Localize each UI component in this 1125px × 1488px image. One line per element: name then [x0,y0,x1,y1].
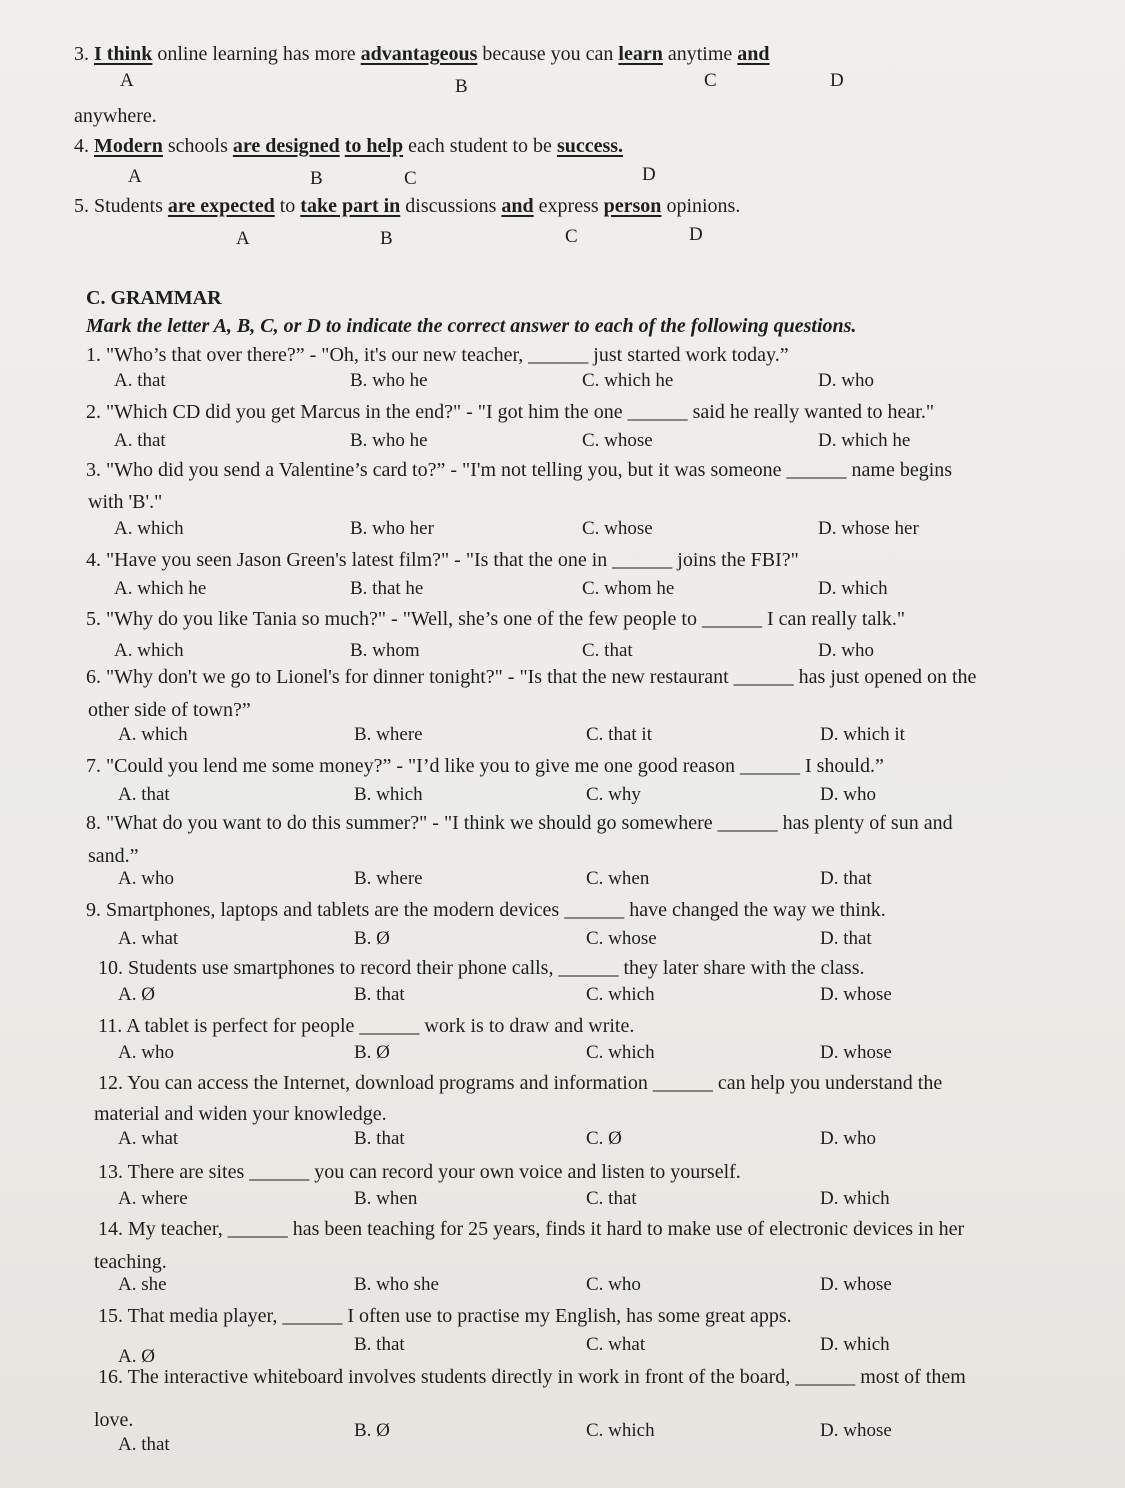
underlined-part-d: success. [556,135,624,157]
answer-option-a: A. that [118,1434,170,1455]
underlined-part-b: are designed [232,135,340,157]
label-a: A [120,70,134,91]
label-b: B [310,168,323,189]
underlined-part-b: take part in [300,195,401,217]
question-text: anytime [662,43,738,65]
answer-option-d: D. who [818,640,874,661]
answer-option-b: B. Ø [354,1420,390,1441]
answer-option-d: D. which he [818,430,911,451]
question-text: each student to be [403,135,557,157]
answer-option-b: B. when [354,1188,418,1209]
answer-option-a: A. she [118,1274,167,1295]
answer-option-b: B. where [354,868,423,889]
answer-option-c: C. which [586,1042,655,1063]
answer-option-c: C. whose [582,430,653,451]
answer-option-d: D. which it [820,724,905,745]
answer-option-c: C. who [586,1274,641,1295]
question-text: because you can [477,43,619,65]
answer-option-c: C. which [586,1420,655,1441]
answer-option-c: C. Ø [586,1128,622,1149]
question-number: 3. [74,43,89,65]
answer-option-b: B. where [354,724,423,745]
grammar-question: 7. "Could you lend me some money?” - "I’d like you to give me one good reason ______ I should.” [86,755,884,777]
answer-option-c: C. why [586,784,641,805]
answer-option-c: C. whom he [582,578,675,599]
error-question-4 [74,134,623,158]
underlined-part-c: and [501,195,534,217]
answer-option-a: A. that [114,370,166,391]
question-continuation: with 'B'." [88,491,163,513]
answer-option-b: B. who she [354,1274,439,1295]
grammar-question: 11. A tablet is perfect for people ______ work is to draw and write. [98,1015,635,1037]
answer-option-a: A. what [118,928,179,949]
grammar-question: 13. There are sites ______ you can record your own voice and listen to yourself. [98,1161,741,1183]
grammar-question: 16. The interactive whiteboard involves students directly in work in front of the board, ______ most of them [98,1366,966,1388]
underlined-part-d: person [603,195,662,217]
error-question-3 [74,42,770,66]
answer-option-b: B. that [354,984,405,1005]
grammar-question: 3. "Who did you send a Valentine’s card to?” - "I'm not telling you, but it was someone ______ name begins [86,459,953,481]
label-a: A [236,228,250,249]
grammar-question: 8. "What do you want to do this summer?" - "I think we should go somewhere ______ has plenty of sun and [86,812,953,834]
question-text: online learning has more [152,43,361,65]
answer-option-a: A. that [114,430,166,451]
answer-option-d: D. whose her [818,518,919,539]
answer-option-a: A. which [118,724,188,745]
answer-option-c: C. which [586,984,655,1005]
underlined-part-a: I think [94,43,153,65]
section-heading: C. GRAMMAR [86,287,222,309]
label-c: C [704,70,717,91]
error-question-5 [74,194,740,218]
underlined-part-a: are expected [167,195,275,217]
underlined-part-c: to help [344,135,404,157]
label-d: D [642,164,656,185]
grammar-question: 12. You can access the Internet, download programs and information ______ can help you understand the [98,1072,943,1094]
grammar-question: 10. Students use smartphones to record their phone calls, ______ they later share with the class. [98,957,865,979]
answer-option-c: C. that [586,1188,637,1209]
answer-option-a: A. which he [114,578,207,599]
question-continuation: other side of town?” [88,699,251,721]
answer-option-a: A. Ø [118,984,155,1005]
question-text: schools [162,135,233,157]
answer-option-a: A. which [114,640,184,661]
underlined-part-b: advantageous [360,43,478,65]
answer-option-c: C. that [582,640,633,661]
answer-option-b: B. that [354,1334,405,1355]
question-continuation: anywhere. [74,105,157,127]
label-b: B [380,228,393,249]
answer-option-c: C. that it [586,724,652,745]
question-text: express [533,195,604,217]
question-continuation: love. [94,1409,134,1431]
label-c: C [565,226,578,247]
answer-option-c: C. which he [582,370,674,391]
answer-option-c: C. whose [586,928,657,949]
answer-option-c: C. what [586,1334,646,1355]
answer-option-a: A. that [118,784,170,805]
answer-option-d: D. whose [820,1420,892,1441]
answer-option-b: B. who her [350,518,434,539]
question-number: 5. [74,195,89,217]
question-text: to [274,195,301,217]
grammar-question: 14. My teacher, ______ has been teaching for 25 years, finds it hard to make use of electronic devices in her [98,1218,965,1240]
label-c: C [404,168,417,189]
grammar-question: 9. Smartphones, laptops and tablets are the modern devices ______ have changed the way we think. [86,899,886,921]
question-number: 4. [74,135,89,157]
question-text: opinions. [661,195,741,217]
label-d: D [689,224,703,245]
underlined-part-d: and [737,43,770,65]
question-text: Students [94,195,168,217]
grammar-question: 2. "Which CD did you get Marcus in the end?" - "I got him the one ______ said he really wanted to hear." [86,401,935,423]
answer-option-b: B. who he [350,370,428,391]
answer-option-d: D. that [820,928,872,949]
label-b: B [455,76,468,97]
grammar-question: 4. "Have you seen Jason Green's latest film?" - "Is that the one in ______ joins the FBI?" [86,549,799,571]
section-instruction: Mark the letter A, B, C, or D to indicate the correct answer to each of the following questions. [86,315,857,337]
question-continuation: material and widen your knowledge. [94,1103,387,1125]
grammar-question: 6. "Why don't we go to Lionel's for dinner tonight?" - "Is that the new restaurant ______ has just opened on the [86,666,977,688]
answer-option-a: A. Ø [118,1346,155,1367]
underlined-part-a: Modern [94,135,163,157]
answer-option-c: C. when [586,868,650,889]
grammar-question: 1. "Who’s that over there?” - "Oh, it's our new teacher, ______ just started work today.” [86,344,789,366]
answer-option-d: D. which [818,578,888,599]
answer-option-d: D. whose [820,984,892,1005]
answer-option-d: D. whose [820,1042,892,1063]
answer-option-b: B. who he [350,430,428,451]
answer-option-d: D. who [820,784,876,805]
underlined-part-c: learn [618,43,663,65]
answer-option-d: D. who [820,1128,876,1149]
answer-option-d: D. which [820,1334,890,1355]
answer-option-b: B. Ø [354,1042,390,1063]
answer-option-b: B. that he [350,578,424,599]
answer-option-d: D. who [818,370,874,391]
answer-option-b: B. that [354,1128,405,1149]
label-a: A [128,166,142,187]
answer-option-a: A. who [118,868,174,889]
question-continuation: teaching. [94,1251,167,1273]
answer-option-a: A. which [114,518,184,539]
answer-option-a: A. where [118,1188,188,1209]
answer-option-c: C. whose [582,518,653,539]
question-text: discussions [400,195,502,217]
answer-option-b: B. Ø [354,928,390,949]
answer-option-d: D. whose [820,1274,892,1295]
grammar-question: 15. That media player, ______ I often use to practise my English, has some great apps. [98,1305,792,1327]
label-d: D [830,70,844,91]
answer-option-d: D. which [820,1188,890,1209]
answer-option-b: B. which [354,784,423,805]
answer-option-d: D. that [820,868,872,889]
answer-option-b: B. whom [350,640,420,661]
answer-option-a: A. who [118,1042,174,1063]
grammar-question: 5. "Why do you like Tania so much?" - "Well, she’s one of the few people to ______ I can really talk." [86,608,906,630]
question-continuation: sand.” [88,845,139,867]
answer-option-a: A. what [118,1128,179,1149]
